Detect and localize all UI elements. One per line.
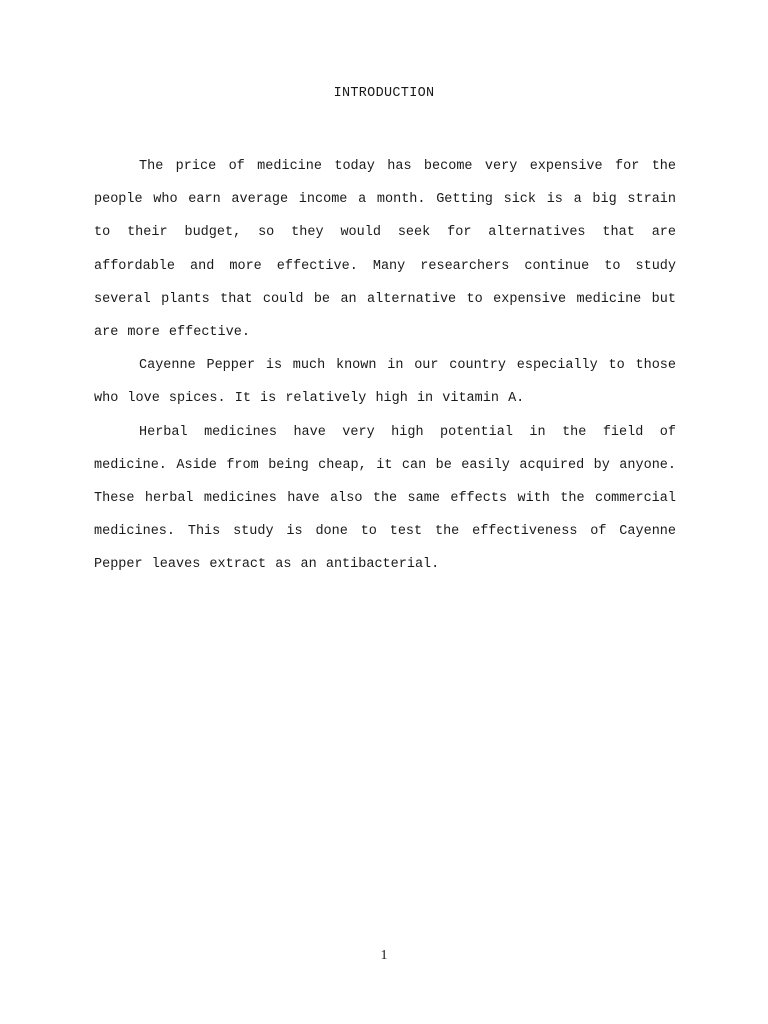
section-heading: INTRODUCTION bbox=[333, 86, 435, 101]
paragraph-cayenne-pepper: Cayenne Pepper is much known in our country especially to those who love spices. It is relatively high in vitamin A. bbox=[94, 358, 676, 407]
paragraph-herbal-medicines: Herbal medicines have very high potential in the field of medicine. Aside from being cheap, it can be easily acquired by anyone. These herbal medicines have also the same effects with the commercial medicines. This study is done to test the effectiveness of Cayenne Pepper leaves extract as an antibacterial. bbox=[94, 424, 676, 573]
page-number: 1 bbox=[380, 948, 388, 963]
paragraph-price-of-medicine: The price of medicine today has become very expensive for the people who earn average income a month. Getting sick is a big strain to their budget, so they would seek for alternatives that are affordable and more effective. Many researchers continue to study several plants that could be an alternative to expensive medicine but are more effective. bbox=[94, 159, 676, 341]
body-text bbox=[94, 150, 676, 582]
